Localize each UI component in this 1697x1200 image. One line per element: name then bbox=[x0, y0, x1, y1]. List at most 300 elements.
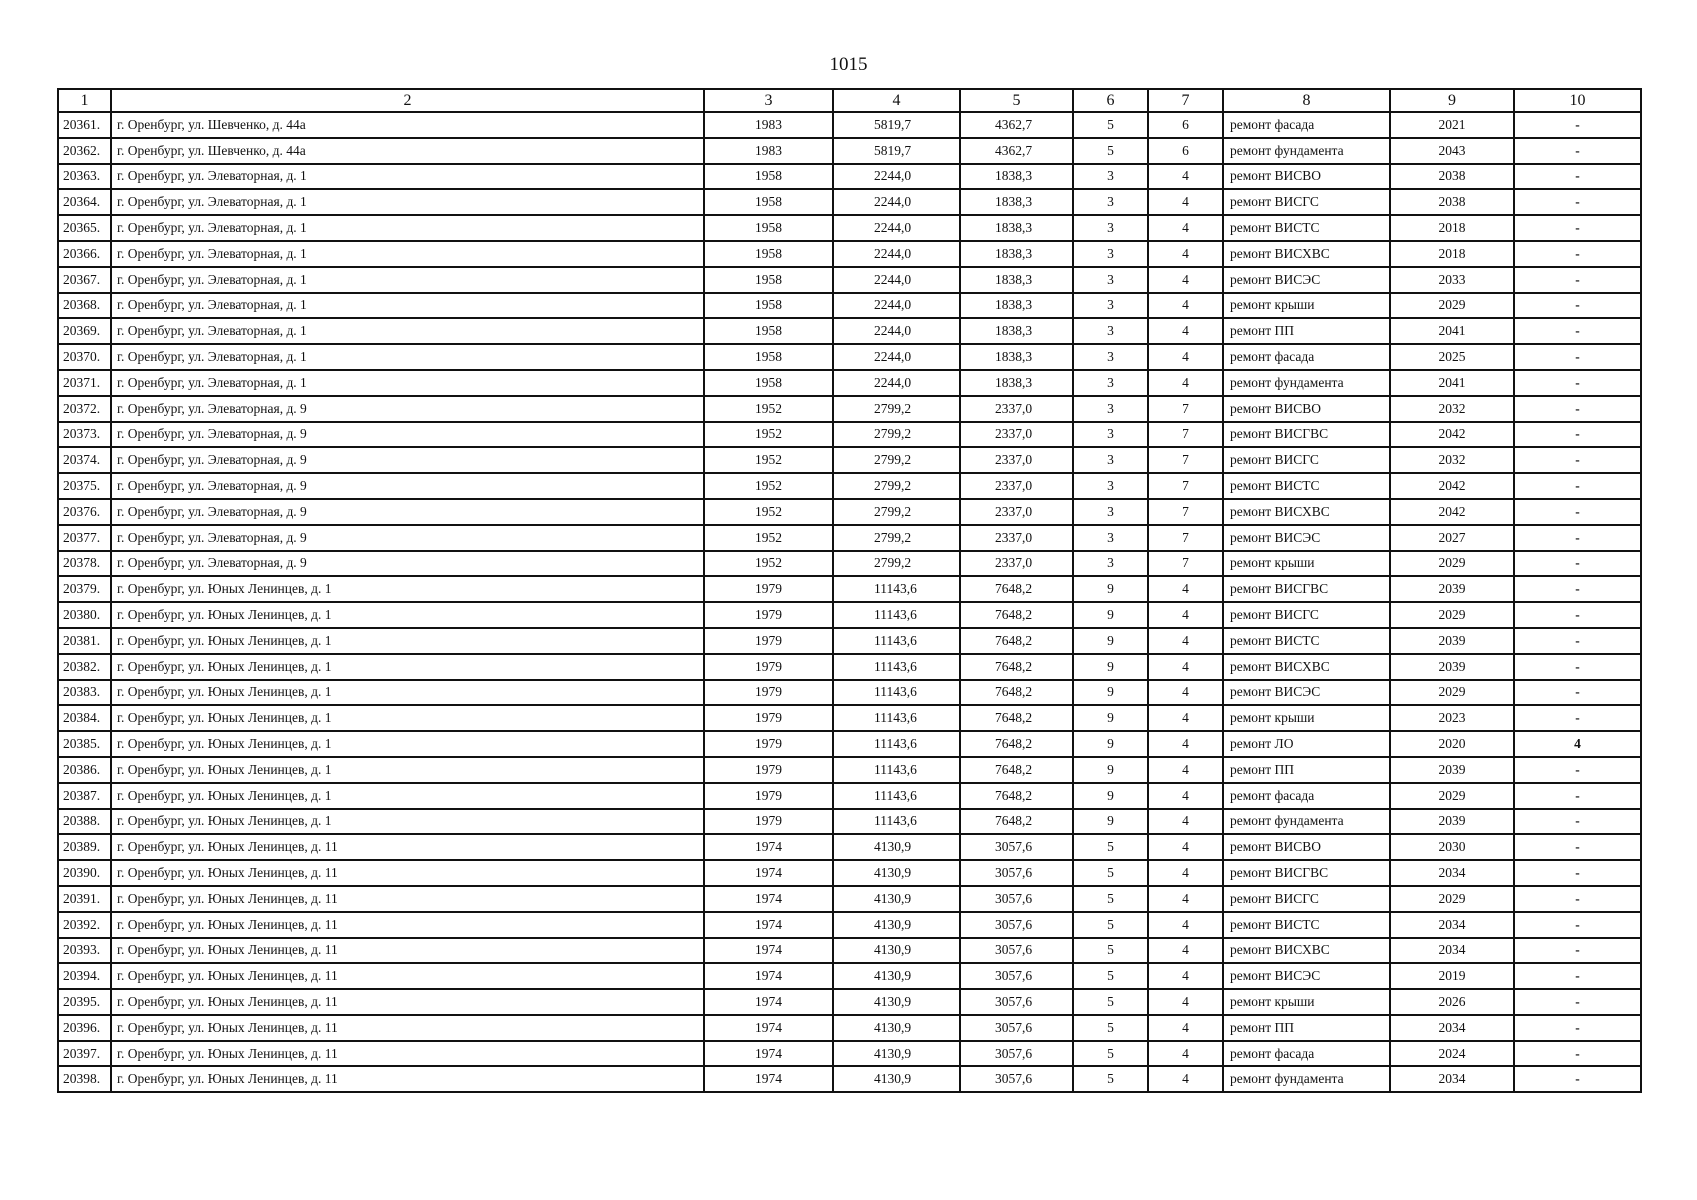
cell-value-10: - bbox=[1514, 989, 1641, 1015]
cell-floors: 5 bbox=[1073, 912, 1148, 938]
cell-row-number: 20365. bbox=[58, 215, 111, 241]
cell-year-built: 1974 bbox=[704, 1015, 833, 1041]
cell-planned-year: 2029 bbox=[1390, 551, 1514, 577]
cell-work-type: ремонт ВИСГС bbox=[1223, 447, 1390, 473]
cell-work-type: ремонт ВИСВО bbox=[1223, 164, 1390, 190]
cell-row-number: 20381. bbox=[58, 628, 111, 654]
cell-row-number: 20397. bbox=[58, 1041, 111, 1067]
cell-floors: 9 bbox=[1073, 602, 1148, 628]
cell-work-type: ремонт ПП bbox=[1223, 318, 1390, 344]
cell-work-type: ремонт ВИСТС bbox=[1223, 912, 1390, 938]
cell-floors: 3 bbox=[1073, 189, 1148, 215]
cell-row-number: 20366. bbox=[58, 241, 111, 267]
cell-total-area: 2244,0 bbox=[833, 267, 960, 293]
cell-living-area: 1838,3 bbox=[960, 241, 1073, 267]
cell-entrances: 4 bbox=[1148, 241, 1223, 267]
cell-floors: 3 bbox=[1073, 241, 1148, 267]
table-row bbox=[58, 293, 1641, 319]
cell-address: г. Оренбург, ул. Юных Ленинцев, д. 1 bbox=[111, 705, 704, 731]
cell-floors: 5 bbox=[1073, 938, 1148, 964]
cell-living-area: 1838,3 bbox=[960, 164, 1073, 190]
cell-entrances: 7 bbox=[1148, 525, 1223, 551]
cell-planned-year: 2018 bbox=[1390, 215, 1514, 241]
cell-planned-year: 2027 bbox=[1390, 525, 1514, 551]
cell-floors: 9 bbox=[1073, 783, 1148, 809]
cell-entrances: 4 bbox=[1148, 938, 1223, 964]
cell-row-number: 20392. bbox=[58, 912, 111, 938]
cell-work-type: ремонт ВИСТС bbox=[1223, 628, 1390, 654]
cell-address: г. Оренбург, ул. Элеваторная, д. 1 bbox=[111, 318, 704, 344]
cell-total-area: 2799,2 bbox=[833, 525, 960, 551]
table-row bbox=[58, 809, 1641, 835]
repair-schedule-table bbox=[57, 88, 1642, 1093]
cell-total-area: 2799,2 bbox=[833, 473, 960, 499]
cell-planned-year: 2038 bbox=[1390, 189, 1514, 215]
cell-work-type: ремонт крыши bbox=[1223, 705, 1390, 731]
cell-row-number: 20368. bbox=[58, 293, 111, 319]
cell-row-number: 20370. bbox=[58, 344, 111, 370]
cell-year-built: 1952 bbox=[704, 551, 833, 577]
cell-total-area: 2244,0 bbox=[833, 293, 960, 319]
cell-total-area: 2799,2 bbox=[833, 551, 960, 577]
cell-work-type: ремонт ВИСГС bbox=[1223, 189, 1390, 215]
cell-total-area: 11143,6 bbox=[833, 809, 960, 835]
column-header-1: 1 bbox=[58, 89, 111, 112]
column-header-10: 10 bbox=[1514, 89, 1641, 112]
cell-living-area: 1838,3 bbox=[960, 267, 1073, 293]
cell-value-10: - bbox=[1514, 164, 1641, 190]
table-body bbox=[58, 112, 1641, 1092]
cell-year-built: 1958 bbox=[704, 293, 833, 319]
cell-work-type: ремонт ВИСЭС bbox=[1223, 525, 1390, 551]
cell-value-10: - bbox=[1514, 834, 1641, 860]
cell-year-built: 1979 bbox=[704, 680, 833, 706]
cell-row-number: 20383. bbox=[58, 680, 111, 706]
cell-total-area: 2799,2 bbox=[833, 499, 960, 525]
cell-year-built: 1979 bbox=[704, 757, 833, 783]
cell-floors: 5 bbox=[1073, 860, 1148, 886]
page-number: 1015 bbox=[829, 54, 868, 75]
cell-floors: 3 bbox=[1073, 344, 1148, 370]
cell-work-type: ремонт фундамента bbox=[1223, 809, 1390, 835]
cell-year-built: 1958 bbox=[704, 370, 833, 396]
cell-year-built: 1979 bbox=[704, 654, 833, 680]
cell-year-built: 1979 bbox=[704, 602, 833, 628]
cell-value-10: - bbox=[1514, 886, 1641, 912]
column-header-3: 3 bbox=[704, 89, 833, 112]
table-row bbox=[58, 705, 1641, 731]
table-row bbox=[58, 834, 1641, 860]
cell-value-10: - bbox=[1514, 525, 1641, 551]
cell-entrances: 7 bbox=[1148, 473, 1223, 499]
cell-row-number: 20389. bbox=[58, 834, 111, 860]
cell-floors: 3 bbox=[1073, 370, 1148, 396]
cell-living-area: 7648,2 bbox=[960, 654, 1073, 680]
cell-total-area: 4130,9 bbox=[833, 1066, 960, 1092]
cell-planned-year: 2039 bbox=[1390, 809, 1514, 835]
cell-total-area: 11143,6 bbox=[833, 602, 960, 628]
cell-row-number: 20394. bbox=[58, 963, 111, 989]
cell-value-10: - bbox=[1514, 602, 1641, 628]
cell-total-area: 2244,0 bbox=[833, 370, 960, 396]
cell-floors: 3 bbox=[1073, 447, 1148, 473]
cell-floors: 3 bbox=[1073, 293, 1148, 319]
cell-living-area: 7648,2 bbox=[960, 628, 1073, 654]
cell-entrances: 4 bbox=[1148, 576, 1223, 602]
cell-year-built: 1979 bbox=[704, 705, 833, 731]
table-row bbox=[58, 1041, 1641, 1067]
column-header-7: 7 bbox=[1148, 89, 1223, 112]
table-row bbox=[58, 344, 1641, 370]
cell-row-number: 20393. bbox=[58, 938, 111, 964]
cell-row-number: 20391. bbox=[58, 886, 111, 912]
cell-value-10: - bbox=[1514, 396, 1641, 422]
cell-floors: 5 bbox=[1073, 989, 1148, 1015]
table-row bbox=[58, 499, 1641, 525]
cell-total-area: 11143,6 bbox=[833, 705, 960, 731]
cell-address: г. Оренбург, ул. Элеваторная, д. 1 bbox=[111, 370, 704, 396]
cell-planned-year: 2041 bbox=[1390, 370, 1514, 396]
table-row bbox=[58, 757, 1641, 783]
cell-year-built: 1974 bbox=[704, 963, 833, 989]
cell-entrances: 4 bbox=[1148, 1066, 1223, 1092]
cell-value-10: - bbox=[1514, 293, 1641, 319]
cell-row-number: 20378. bbox=[58, 551, 111, 577]
cell-planned-year: 2034 bbox=[1390, 912, 1514, 938]
cell-row-number: 20385. bbox=[58, 731, 111, 757]
cell-entrances: 4 bbox=[1148, 680, 1223, 706]
cell-year-built: 1974 bbox=[704, 989, 833, 1015]
cell-year-built: 1952 bbox=[704, 473, 833, 499]
cell-year-built: 1979 bbox=[704, 576, 833, 602]
cell-value-10: - bbox=[1514, 963, 1641, 989]
column-header-2: 2 bbox=[111, 89, 704, 112]
cell-address: г. Оренбург, ул. Юных Ленинцев, д. 11 bbox=[111, 860, 704, 886]
cell-year-built: 1983 bbox=[704, 138, 833, 164]
cell-floors: 3 bbox=[1073, 396, 1148, 422]
cell-value-10: - bbox=[1514, 138, 1641, 164]
cell-year-built: 1952 bbox=[704, 447, 833, 473]
cell-total-area: 2244,0 bbox=[833, 318, 960, 344]
cell-planned-year: 2029 bbox=[1390, 293, 1514, 319]
cell-work-type: ремонт фундамента bbox=[1223, 370, 1390, 396]
cell-work-type: ремонт ВИСГВС bbox=[1223, 422, 1390, 448]
cell-entrances: 4 bbox=[1148, 1041, 1223, 1067]
cell-row-number: 20372. bbox=[58, 396, 111, 422]
cell-year-built: 1979 bbox=[704, 783, 833, 809]
cell-address: г. Оренбург, ул. Элеваторная, д. 1 bbox=[111, 293, 704, 319]
cell-value-10: - bbox=[1514, 1015, 1641, 1041]
cell-row-number: 20362. bbox=[58, 138, 111, 164]
table-row bbox=[58, 267, 1641, 293]
cell-entrances: 4 bbox=[1148, 344, 1223, 370]
cell-row-number: 20382. bbox=[58, 654, 111, 680]
cell-value-10: - bbox=[1514, 680, 1641, 706]
cell-planned-year: 2032 bbox=[1390, 447, 1514, 473]
table-row bbox=[58, 731, 1641, 757]
cell-planned-year: 2029 bbox=[1390, 783, 1514, 809]
cell-floors: 9 bbox=[1073, 576, 1148, 602]
cell-row-number: 20390. bbox=[58, 860, 111, 886]
cell-living-area: 1838,3 bbox=[960, 370, 1073, 396]
cell-planned-year: 2034 bbox=[1390, 938, 1514, 964]
cell-row-number: 20364. bbox=[58, 189, 111, 215]
cell-entrances: 7 bbox=[1148, 447, 1223, 473]
cell-year-built: 1979 bbox=[704, 731, 833, 757]
cell-living-area: 7648,2 bbox=[960, 602, 1073, 628]
cell-living-area: 3057,6 bbox=[960, 860, 1073, 886]
cell-planned-year: 2039 bbox=[1390, 757, 1514, 783]
cell-address: г. Оренбург, ул. Юных Ленинцев, д. 1 bbox=[111, 602, 704, 628]
cell-work-type: ремонт ВИСЭС bbox=[1223, 267, 1390, 293]
cell-year-built: 1974 bbox=[704, 912, 833, 938]
cell-living-area: 7648,2 bbox=[960, 757, 1073, 783]
cell-year-built: 1952 bbox=[704, 525, 833, 551]
cell-floors: 3 bbox=[1073, 318, 1148, 344]
cell-planned-year: 2033 bbox=[1390, 267, 1514, 293]
column-header-6: 6 bbox=[1073, 89, 1148, 112]
cell-address: г. Оренбург, ул. Юных Ленинцев, д. 1 bbox=[111, 783, 704, 809]
table-row bbox=[58, 860, 1641, 886]
cell-floors: 5 bbox=[1073, 112, 1148, 138]
cell-living-area: 1838,3 bbox=[960, 189, 1073, 215]
header-row bbox=[58, 89, 1641, 112]
cell-total-area: 11143,6 bbox=[833, 576, 960, 602]
cell-entrances: 4 bbox=[1148, 602, 1223, 628]
cell-row-number: 20384. bbox=[58, 705, 111, 731]
cell-row-number: 20375. bbox=[58, 473, 111, 499]
cell-address: г. Оренбург, ул. Юных Ленинцев, д. 11 bbox=[111, 989, 704, 1015]
cell-row-number: 20369. bbox=[58, 318, 111, 344]
cell-total-area: 2799,2 bbox=[833, 422, 960, 448]
table-row bbox=[58, 628, 1641, 654]
cell-floors: 9 bbox=[1073, 731, 1148, 757]
cell-work-type: ремонт ЛО bbox=[1223, 731, 1390, 757]
cell-value-10: - bbox=[1514, 757, 1641, 783]
cell-row-number: 20371. bbox=[58, 370, 111, 396]
cell-row-number: 20396. bbox=[58, 1015, 111, 1041]
table-row bbox=[58, 189, 1641, 215]
table-row bbox=[58, 396, 1641, 422]
table-row bbox=[58, 1066, 1641, 1092]
cell-row-number: 20367. bbox=[58, 267, 111, 293]
cell-planned-year: 2034 bbox=[1390, 1066, 1514, 1092]
cell-value-10: - bbox=[1514, 938, 1641, 964]
table-row bbox=[58, 938, 1641, 964]
cell-planned-year: 2043 bbox=[1390, 138, 1514, 164]
cell-value-10: - bbox=[1514, 1066, 1641, 1092]
cell-total-area: 11143,6 bbox=[833, 783, 960, 809]
cell-entrances: 4 bbox=[1148, 164, 1223, 190]
cell-planned-year: 2032 bbox=[1390, 396, 1514, 422]
table-row bbox=[58, 576, 1641, 602]
cell-total-area: 4130,9 bbox=[833, 886, 960, 912]
cell-address: г. Оренбург, ул. Элеваторная, д. 9 bbox=[111, 447, 704, 473]
cell-value-10: - bbox=[1514, 783, 1641, 809]
cell-living-area: 2337,0 bbox=[960, 551, 1073, 577]
cell-work-type: ремонт крыши bbox=[1223, 551, 1390, 577]
cell-value-10: - bbox=[1514, 499, 1641, 525]
cell-entrances: 4 bbox=[1148, 215, 1223, 241]
cell-total-area: 2799,2 bbox=[833, 396, 960, 422]
table-row bbox=[58, 422, 1641, 448]
table-row bbox=[58, 680, 1641, 706]
cell-living-area: 1838,3 bbox=[960, 215, 1073, 241]
table-row bbox=[58, 164, 1641, 190]
cell-floors: 3 bbox=[1073, 215, 1148, 241]
cell-floors: 9 bbox=[1073, 654, 1148, 680]
cell-entrances: 4 bbox=[1148, 757, 1223, 783]
cell-work-type: ремонт ВИСГС bbox=[1223, 602, 1390, 628]
cell-planned-year: 2039 bbox=[1390, 576, 1514, 602]
table-row bbox=[58, 370, 1641, 396]
table-row bbox=[58, 473, 1641, 499]
cell-address: г. Оренбург, ул. Шевченко, д. 44а bbox=[111, 112, 704, 138]
cell-total-area: 4130,9 bbox=[833, 912, 960, 938]
cell-work-type: ремонт ВИСВО bbox=[1223, 396, 1390, 422]
cell-total-area: 2244,0 bbox=[833, 215, 960, 241]
cell-value-10: - bbox=[1514, 215, 1641, 241]
cell-work-type: ремонт ВИСГВС bbox=[1223, 576, 1390, 602]
cell-row-number: 20386. bbox=[58, 757, 111, 783]
cell-year-built: 1952 bbox=[704, 422, 833, 448]
cell-entrances: 4 bbox=[1148, 731, 1223, 757]
cell-year-built: 1974 bbox=[704, 886, 833, 912]
cell-work-type: ремонт фасада bbox=[1223, 344, 1390, 370]
cell-planned-year: 2029 bbox=[1390, 886, 1514, 912]
cell-value-10: - bbox=[1514, 705, 1641, 731]
cell-entrances: 4 bbox=[1148, 783, 1223, 809]
cell-value-10: - bbox=[1514, 551, 1641, 577]
cell-work-type: ремонт ВИСТС bbox=[1223, 473, 1390, 499]
cell-address: г. Оренбург, ул. Элеваторная, д. 1 bbox=[111, 189, 704, 215]
cell-living-area: 7648,2 bbox=[960, 783, 1073, 809]
cell-floors: 3 bbox=[1073, 164, 1148, 190]
cell-value-10: - bbox=[1514, 189, 1641, 215]
cell-entrances: 4 bbox=[1148, 654, 1223, 680]
cell-address: г. Оренбург, ул. Элеваторная, д. 1 bbox=[111, 164, 704, 190]
cell-address: г. Оренбург, ул. Элеваторная, д. 9 bbox=[111, 473, 704, 499]
cell-address: г. Оренбург, ул. Юных Ленинцев, д. 11 bbox=[111, 1066, 704, 1092]
cell-entrances: 4 bbox=[1148, 370, 1223, 396]
cell-living-area: 7648,2 bbox=[960, 705, 1073, 731]
cell-address: г. Оренбург, ул. Элеваторная, д. 1 bbox=[111, 267, 704, 293]
cell-work-type: ремонт фундамента bbox=[1223, 138, 1390, 164]
table-row bbox=[58, 912, 1641, 938]
cell-living-area: 3057,6 bbox=[960, 834, 1073, 860]
table-row bbox=[58, 783, 1641, 809]
cell-planned-year: 2039 bbox=[1390, 628, 1514, 654]
cell-address: г. Оренбург, ул. Элеваторная, д. 9 bbox=[111, 525, 704, 551]
cell-living-area: 3057,6 bbox=[960, 1066, 1073, 1092]
cell-entrances: 4 bbox=[1148, 834, 1223, 860]
cell-work-type: ремонт ВИСГС bbox=[1223, 886, 1390, 912]
column-header-4: 4 bbox=[833, 89, 960, 112]
cell-row-number: 20380. bbox=[58, 602, 111, 628]
cell-living-area: 7648,2 bbox=[960, 680, 1073, 706]
cell-total-area: 4130,9 bbox=[833, 860, 960, 886]
cell-total-area: 4130,9 bbox=[833, 989, 960, 1015]
cell-planned-year: 2018 bbox=[1390, 241, 1514, 267]
cell-work-type: ремонт ВИСГВС bbox=[1223, 860, 1390, 886]
cell-work-type: ремонт крыши bbox=[1223, 989, 1390, 1015]
table-row bbox=[58, 447, 1641, 473]
cell-row-number: 20373. bbox=[58, 422, 111, 448]
cell-entrances: 4 bbox=[1148, 628, 1223, 654]
cell-value-10: - bbox=[1514, 370, 1641, 396]
cell-living-area: 7648,2 bbox=[960, 731, 1073, 757]
cell-row-number: 20363. bbox=[58, 164, 111, 190]
cell-year-built: 1979 bbox=[704, 809, 833, 835]
table-row bbox=[58, 241, 1641, 267]
cell-value-10: - bbox=[1514, 422, 1641, 448]
cell-living-area: 3057,6 bbox=[960, 963, 1073, 989]
cell-work-type: ремонт крыши bbox=[1223, 293, 1390, 319]
cell-planned-year: 2042 bbox=[1390, 422, 1514, 448]
cell-address: г. Оренбург, ул. Шевченко, д. 44а bbox=[111, 138, 704, 164]
cell-total-area: 2244,0 bbox=[833, 189, 960, 215]
cell-living-area: 2337,0 bbox=[960, 473, 1073, 499]
table-row bbox=[58, 886, 1641, 912]
cell-address: г. Оренбург, ул. Юных Ленинцев, д. 11 bbox=[111, 834, 704, 860]
cell-row-number: 20374. bbox=[58, 447, 111, 473]
table-row bbox=[58, 551, 1641, 577]
cell-year-built: 1974 bbox=[704, 1066, 833, 1092]
cell-living-area: 1838,3 bbox=[960, 293, 1073, 319]
table-row bbox=[58, 138, 1641, 164]
table-row bbox=[58, 112, 1641, 138]
cell-value-10: - bbox=[1514, 267, 1641, 293]
cell-total-area: 11143,6 bbox=[833, 731, 960, 757]
cell-living-area: 3057,6 bbox=[960, 938, 1073, 964]
cell-total-area: 4130,9 bbox=[833, 834, 960, 860]
cell-living-area: 1838,3 bbox=[960, 344, 1073, 370]
cell-year-built: 1958 bbox=[704, 344, 833, 370]
cell-work-type: ремонт ВИСЭС bbox=[1223, 963, 1390, 989]
cell-year-built: 1952 bbox=[704, 396, 833, 422]
cell-planned-year: 2034 bbox=[1390, 1015, 1514, 1041]
cell-value-10: - bbox=[1514, 473, 1641, 499]
cell-row-number: 20379. bbox=[58, 576, 111, 602]
table-row bbox=[58, 1015, 1641, 1041]
cell-entrances: 4 bbox=[1148, 860, 1223, 886]
cell-planned-year: 2042 bbox=[1390, 499, 1514, 525]
cell-floors: 9 bbox=[1073, 809, 1148, 835]
cell-total-area: 2244,0 bbox=[833, 164, 960, 190]
cell-row-number: 20376. bbox=[58, 499, 111, 525]
cell-total-area: 4130,9 bbox=[833, 1041, 960, 1067]
cell-total-area: 2244,0 bbox=[833, 241, 960, 267]
cell-living-area: 3057,6 bbox=[960, 989, 1073, 1015]
cell-floors: 9 bbox=[1073, 628, 1148, 654]
cell-work-type: ремонт ВИСТС bbox=[1223, 215, 1390, 241]
cell-living-area: 3057,6 bbox=[960, 1015, 1073, 1041]
table-row bbox=[58, 654, 1641, 680]
cell-planned-year: 2020 bbox=[1390, 731, 1514, 757]
cell-planned-year: 2023 bbox=[1390, 705, 1514, 731]
cell-floors: 3 bbox=[1073, 267, 1148, 293]
cell-floors: 5 bbox=[1073, 138, 1148, 164]
cell-address: г. Оренбург, ул. Юных Ленинцев, д. 1 bbox=[111, 576, 704, 602]
cell-entrances: 4 bbox=[1148, 293, 1223, 319]
cell-year-built: 1974 bbox=[704, 938, 833, 964]
cell-year-built: 1958 bbox=[704, 267, 833, 293]
cell-total-area: 11143,6 bbox=[833, 628, 960, 654]
cell-year-built: 1979 bbox=[704, 628, 833, 654]
cell-year-built: 1958 bbox=[704, 164, 833, 190]
cell-address: г. Оренбург, ул. Элеваторная, д. 9 bbox=[111, 422, 704, 448]
cell-living-area: 3057,6 bbox=[960, 886, 1073, 912]
